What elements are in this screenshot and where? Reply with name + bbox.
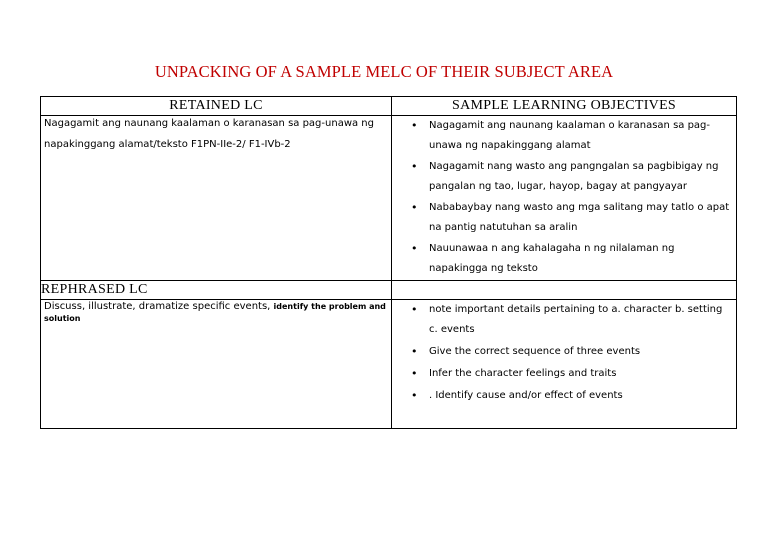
objectives-cell-1 xyxy=(392,116,737,281)
retained-lc-header: RETAINED LC xyxy=(41,97,392,116)
list-item: • Nababaybay nang wasto ang mga salitang may tatlo o apat na pantig natutuhan sa aralin xyxy=(392,198,730,238)
objectives-header: SAMPLE LEARNING OBJECTIVES xyxy=(392,97,737,116)
objectives-cell-2 xyxy=(392,300,737,429)
empty-cell xyxy=(392,281,737,300)
melc-table xyxy=(40,96,737,429)
rephrased-lc-text xyxy=(41,300,391,325)
rephrased-lc-plain: Discuss, illustrate, dramatize specific events, xyxy=(44,301,271,312)
list-item: • Nagagamit ang naunang kaalaman o karanasan sa pag-unawa ng napakinggang alamat xyxy=(392,116,730,156)
list-item: • Give the correct sequence of three events xyxy=(392,342,730,362)
list-item: • . Identify cause and/or effect of events xyxy=(392,386,730,406)
objectives-list-2 xyxy=(392,300,736,406)
retained-lc-cell xyxy=(41,116,392,281)
rephrased-lc-cell xyxy=(41,300,392,429)
list-item: • Infer the character feelings and traits xyxy=(392,364,730,384)
list-item: • note important details pertaining to a. character b. setting c. events xyxy=(392,300,730,340)
retained-row xyxy=(41,116,737,281)
list-item: • Nagagamit nang wasto ang pangngalan sa pagbibigay ng pangalan ng tao, lugar, hayop, bagay at pangyayar xyxy=(392,157,730,197)
rephrased-header-row xyxy=(41,281,737,300)
rephrased-lc-bold: identify the problem and solution xyxy=(44,302,386,323)
rephrased-row xyxy=(41,300,737,429)
list-item: • Nauunawaa n ang kahalagaha n ng nilalaman ng napakingga ng teksto xyxy=(392,239,730,279)
rephrased-lc-header: REPHRASED LC xyxy=(41,281,392,300)
objectives-list-1 xyxy=(392,116,736,279)
retained-lc-text: Nagagamit ang naunang kaalaman o karanasan sa pag-unawa ng napakinggang alamat/teksto F1PN-IIe-2/ F1-IVb-2 xyxy=(44,118,374,150)
page-title: UNPACKING OF A SAMPLE MELC OF THEIR SUBJECT AREA xyxy=(154,62,614,81)
